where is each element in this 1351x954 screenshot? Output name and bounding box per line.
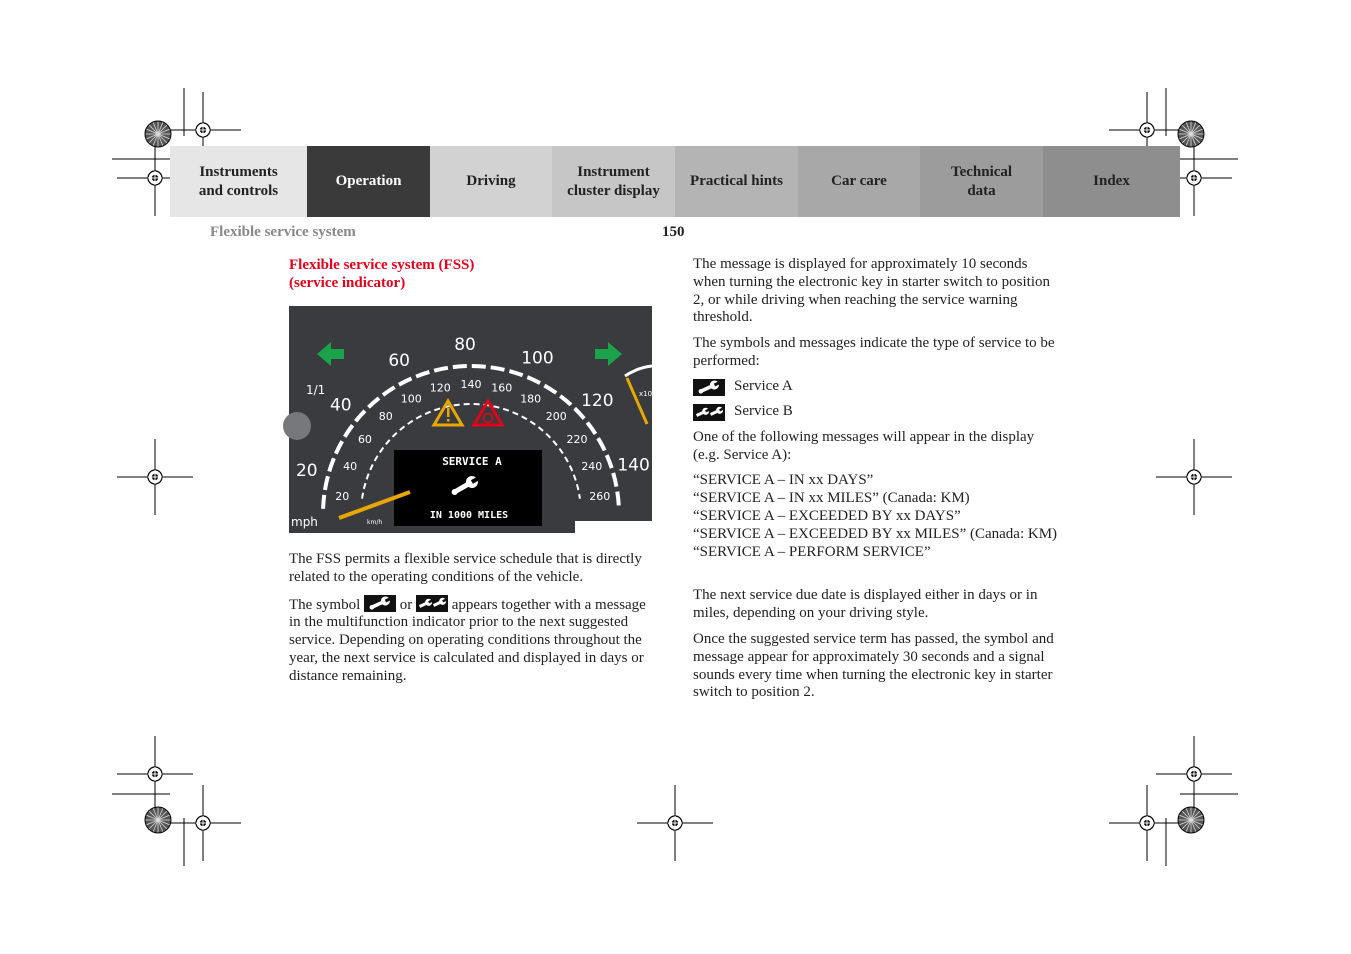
right-text-column	[693, 256, 1063, 710]
chapter-tab-bar	[170, 146, 1180, 217]
kmh-scale-label: 40	[343, 460, 358, 474]
mph-scale-label: 120	[581, 391, 614, 412]
service-a-symbol-icon	[364, 595, 396, 612]
chapter-tab-label: Operation	[335, 173, 402, 189]
chapter-tab-label: Instrument	[577, 163, 650, 180]
heading-line-1: Flexible service system (FSS)	[289, 257, 475, 273]
service-b-label: Service B	[734, 403, 793, 420]
chapter-tab-label: Instruments	[199, 163, 278, 180]
paragraph-due-date: The next service due date is displayed either in days or in miles, depending on your driving style.	[693, 587, 1038, 622]
paragraph-display-duration: The message is displayed for approximately 10 seconds when turning the electronic key in starter switch to position 2, or while driving when reaching the service warning threshold.	[693, 256, 1050, 326]
chapter-tab-label: cluster display	[567, 182, 660, 199]
mph-scale-label: 0	[293, 535, 305, 556]
page-number: 150	[662, 224, 685, 240]
paragraph-fss-intro: The FSS permits a flexible service schedule that is directly related to the operating conditions of the vehicle.	[289, 551, 642, 585]
service-b-symbol-icon	[416, 595, 448, 612]
service-a-label: Service A	[734, 378, 793, 395]
mph-scale-label: 40	[329, 395, 352, 416]
mph-scale-label: 60	[388, 350, 410, 371]
message-item: “SERVICE A – EXCEEDED BY xx MILES” (Canada: KM)	[693, 525, 1058, 542]
left-text-column	[289, 551, 659, 694]
kmh-scale-label: 180	[520, 392, 542, 406]
chapter-tab[interactable]	[920, 146, 1043, 217]
mph-scale-label: 20	[295, 461, 318, 482]
chapter-tab[interactable]	[430, 146, 552, 217]
section-title: Flexible service system	[210, 224, 356, 240]
paragraph-symbol: The symbol or appears together with a message in the multifunction indicator prior to the next suggested service. Depending on operating conditions throughout the year, the next service is calculated and displayed in days or distance remaining.	[289, 595, 659, 686]
kmh-unit-label: km/h	[367, 519, 383, 526]
service-a-symbol-icon	[693, 379, 725, 396]
kmh-scale-label: 120	[429, 381, 451, 395]
chapter-tab[interactable]	[170, 146, 307, 217]
fuel-level-label: 1/1	[306, 383, 326, 397]
chapter-tab[interactable]	[552, 146, 675, 217]
mph-scale-label: 140	[617, 455, 650, 476]
mph-unit-label: mph	[291, 515, 318, 529]
chapter-tab[interactable]	[675, 146, 798, 217]
service-b-row	[693, 404, 1063, 421]
heading-line-2: (service indicator)	[289, 275, 406, 291]
kmh-scale-label: 20	[335, 489, 350, 503]
paragraph-term-passed: Once the suggested service term has passed, the symbol and message appear for approximately 30 seconds and a signal sounds every time when turning the electronic key in starter switch to position 2.	[693, 630, 1054, 701]
kmh-scale-label: 60	[357, 432, 372, 446]
kmh-scale-label: 220	[566, 432, 588, 446]
display-line-1: SERVICE A	[442, 455, 502, 468]
mph-scale-label: 80	[454, 335, 476, 356]
display-line-2: IN 1000 MILES	[429, 510, 509, 521]
chapter-tab-label: Driving	[466, 173, 516, 189]
chapter-tab[interactable]	[1043, 146, 1180, 217]
instrument-cluster-image	[289, 306, 675, 556]
service-a-row	[693, 379, 1063, 396]
chapter-tab[interactable]	[798, 146, 920, 217]
kmh-scale-label: 140	[460, 378, 482, 391]
kmh-scale-label: 160	[491, 381, 513, 395]
mph-scale-label: 160	[623, 525, 656, 546]
tachometer-unit-label: x10 1/min	[639, 390, 675, 398]
message-item: “SERVICE A – IN xx DAYS”	[693, 472, 874, 489]
kmh-scale-label: 240	[581, 460, 603, 474]
chapter-tab-label: Car care	[831, 173, 887, 189]
chapter-tab-label: and controls	[198, 182, 279, 199]
chapter-tab-label: Index	[1093, 173, 1130, 189]
chapter-tab-label: Technical	[950, 163, 1013, 180]
kmh-scale-label: 260	[589, 489, 611, 503]
kmh-scale-label: 80	[378, 409, 393, 423]
service-b-symbol-icon	[693, 404, 725, 421]
paragraph-symbols-intro: The symbols and messages indicate the type of service to be performed:	[693, 335, 1055, 369]
paragraph-messages-intro: One of the following messages will appear in the display (e.g. Service A):	[693, 428, 1035, 463]
message-list	[693, 472, 1063, 561]
message-item: “SERVICE A – PERFORM SERVICE”	[693, 543, 931, 560]
right-turn-arrow-icon	[595, 342, 622, 366]
chapter-tab-label: Practical hints	[690, 173, 783, 189]
mph-scale-label: 100	[521, 348, 554, 369]
section-heading	[289, 256, 589, 292]
message-item: “SERVICE A – EXCEEDED BY xx DAYS”	[693, 507, 961, 524]
left-turn-arrow-icon	[317, 342, 344, 366]
message-item: “SERVICE A – IN xx MILES” (Canada: KM)	[693, 490, 970, 507]
kmh-scale-label: 200	[545, 409, 567, 423]
tachometer-needle	[627, 378, 647, 424]
chapter-tab-label: data	[967, 182, 996, 199]
chapter-tab[interactable]	[307, 146, 430, 217]
fuel-gauge-knob	[283, 412, 311, 440]
kmh-scale-label: 100	[400, 392, 422, 406]
